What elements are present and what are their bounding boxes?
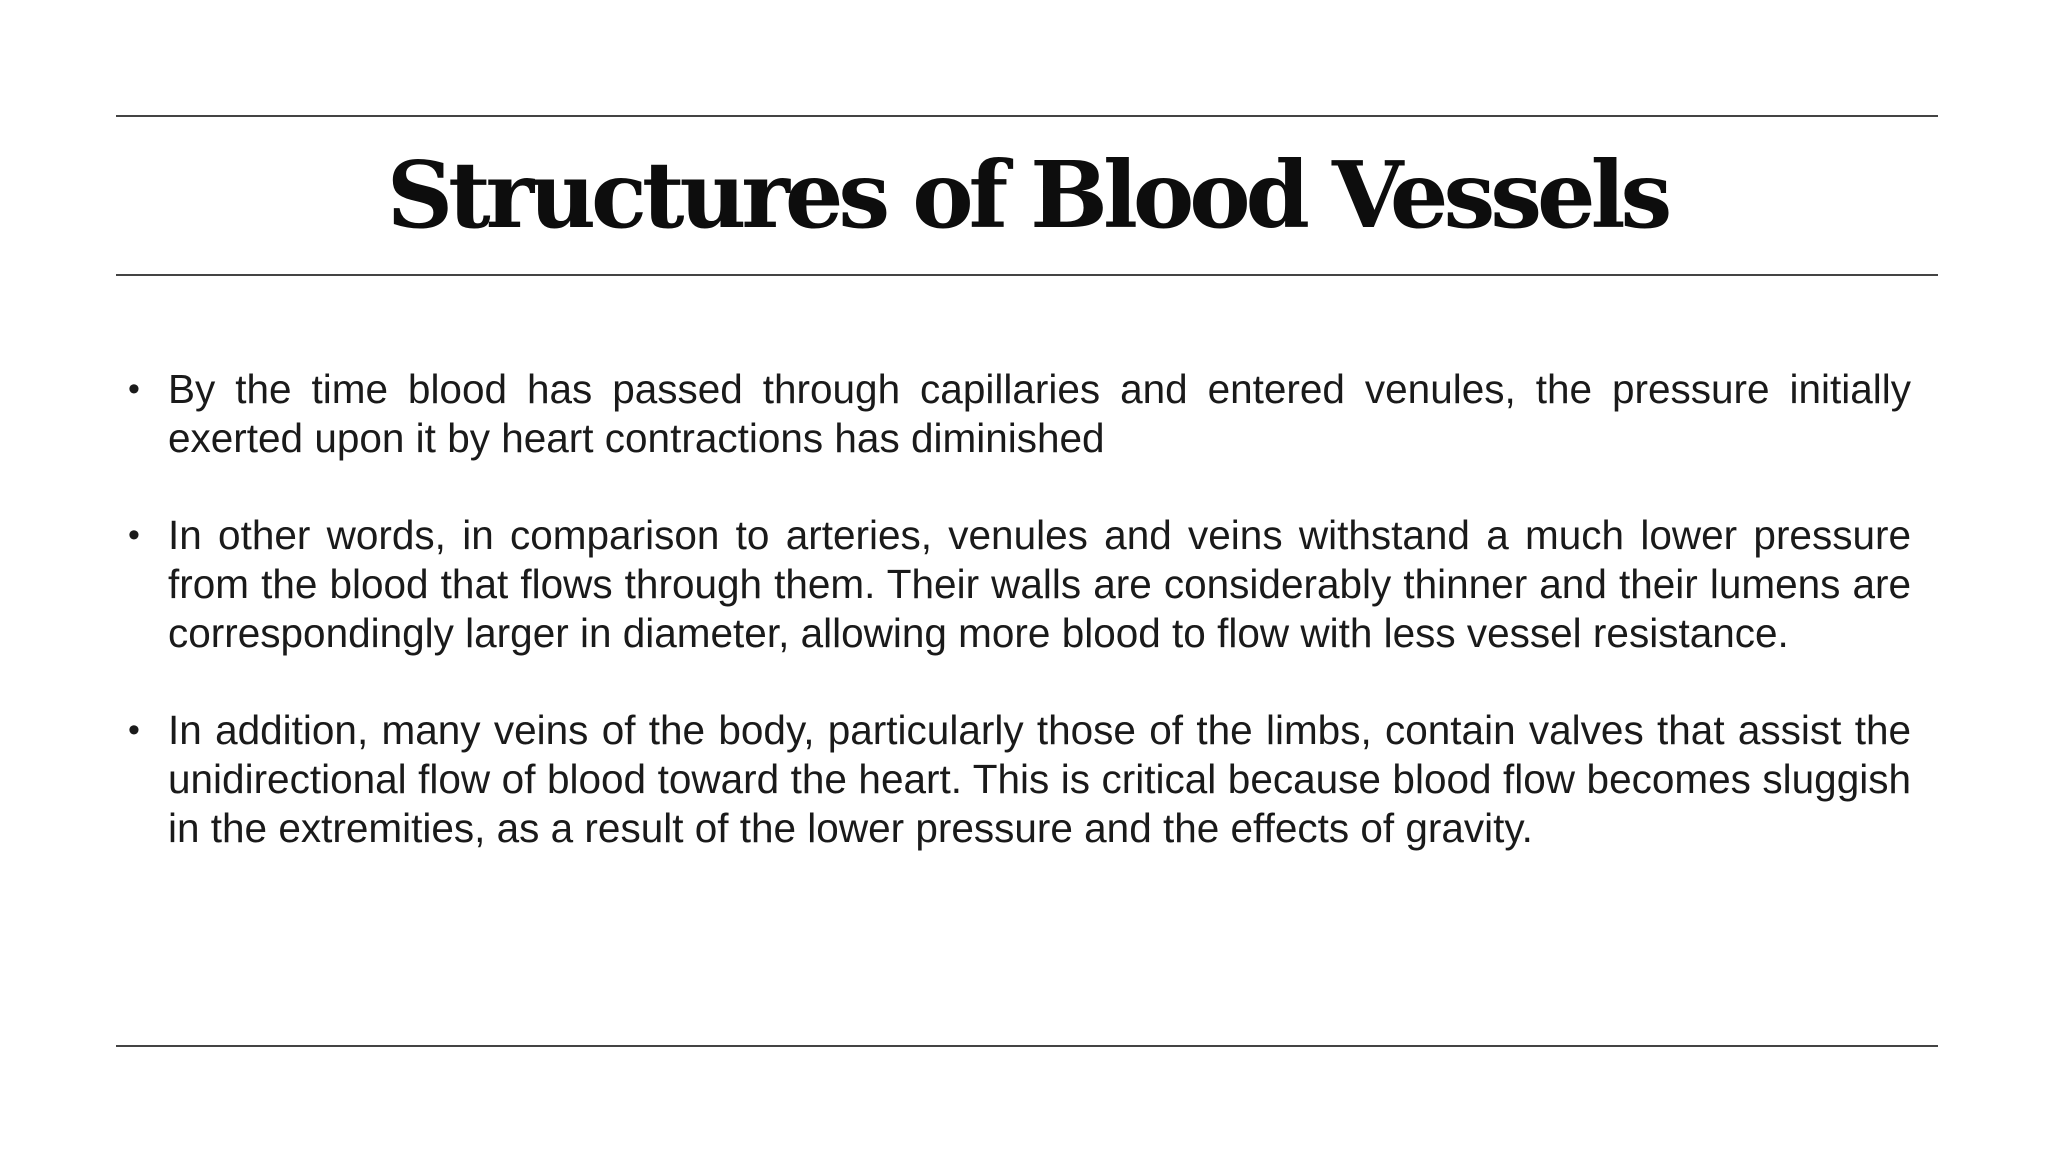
bullet-icon: • <box>128 711 140 749</box>
bullet-icon: • <box>128 370 140 408</box>
bullet-text: In other words, in comparison to arteries, venules and veins withstand a much lower pressure from the blood that flows through them. Their walls are considerably thinner and their lumens are correspondingly larger in diameter, allowing more blood to flow with less vessel resistance. <box>168 512 1911 656</box>
bottom-divider <box>116 1045 1938 1047</box>
bullet-list <box>116 365 1911 901</box>
top-divider <box>116 115 1938 117</box>
slide-title: Structures of Blood Vessels <box>386 141 1668 249</box>
bullet-text: By the time blood has passed through capillaries and entered venules, the pressure initially exerted upon it by heart contractions has diminished <box>168 366 1911 461</box>
title-divider <box>116 274 1938 276</box>
bullet-item <box>116 706 1911 853</box>
bullet-icon: • <box>128 516 140 554</box>
bullet-text: In addition, many veins of the body, particularly those of the limbs, contain valves that assist the unidirectional flow of blood toward the heart. This is critical because blood flow becomes sluggish in the extremities, as a result of the lower pressure and the effects of gravity. <box>168 707 1911 851</box>
bullet-item <box>116 365 1911 463</box>
bullet-item <box>116 511 1911 658</box>
